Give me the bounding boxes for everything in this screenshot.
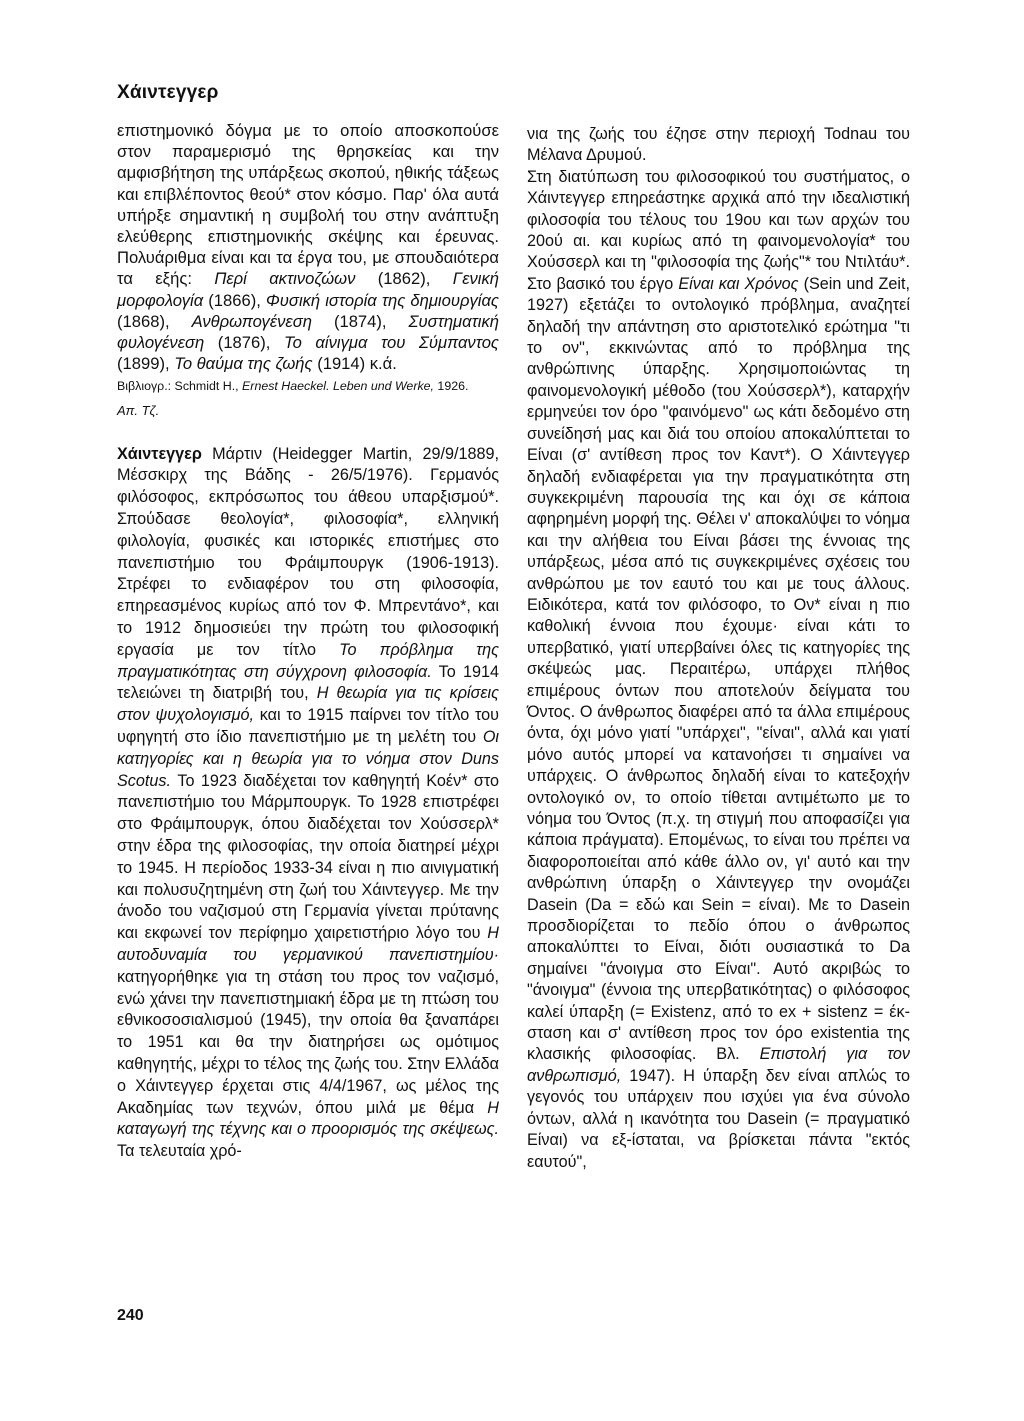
text-segment: Το 1914 τελειώνει τη διατριβή του, [117, 662, 499, 703]
text-segment: (1876), [204, 333, 284, 353]
text-segment: 1947). Η ύπαρξη δεν είναι απλώς το γεγονός του υπάρχειν που ισχύει για ένα σύνολο όντων, αλλά η ικανότητα του Dasein (= πραγματικό Είναι) να εξ-ίσταται, να βρίσκεται πάντα "εκτός εαυτού", [527, 1066, 910, 1171]
work-title: Είναι και Χρόνος [678, 274, 799, 293]
author-signature: Απ. Τζ. [117, 403, 160, 419]
entry-headword: Χάιντεγγερ [117, 444, 202, 463]
text-segment: επιστημονικό δόγμα με το οποίο αποσκοπούσε στον παραμερισμό της θρησκείας και την αμφισβήτηση της υπάρξεως σκοπού, ηθικής τάξεως και επιβλέποντος θεού* στον κόσμο. Παρ' όλα αυτά υπήρξε σημαντική η συμβολή του στην ανάπτυξη ελεύθερης επιστημονικής σκέψης και έρευνας. Πολυάριθμα είναι και τα έργα του, με σπουδαιότερα τα εξής: [117, 121, 499, 289]
right-paragraph-2 [527, 167, 910, 1173]
text-segment: κατηγορήθηκε για τη στάση του προς τον ναζισμό, ενώ χάνει την πανεπιστημιακή έδρα με τη πτώση του εθνικοσοσιαλισμού (1945), την οποία θα ξαναπάρει το 1951 και θα την διατηρήσει ως ομότιμος καθηγητής, μέχρι το τέλος της ζωής του. Στην Ελλάδα ο Χάιντεγγερ έρχεται στις 4/4/1967, ως μέλος της Ακαδημίας των τεχνών, όπου μιλά με θέμα [117, 967, 499, 1117]
work-title: Η καταγωγή της τέχνης και ο προορισμός της σκέψεως. [117, 1098, 499, 1139]
work-title: Ανθρωπογένεση [191, 311, 312, 331]
text-segment: και το 1915 παίρνει τον τίτλο του υφηγητή στο ίδιο πανεπιστήμιο με τη μελέτη του [117, 706, 499, 746]
work-title: Γενική μορφολογία [117, 269, 499, 310]
text-segment: (1899), [117, 354, 175, 374]
text-segment: Στη διατύπωση του φιλοσοφικού του συστήματος, ο Χάιντεγγερ επηρεάστηκε αρχικά από την ιδεαλιστική φιλοσοφία του τέλους του 19ου και των αρχών του 20ού αι. και κυρίως από τη φαινομενολογία* του Χούσσερλ και τη "φιλοσοφία της ζωής"* του Ντιλτάυ*. Στο βασικό του έργο [527, 167, 910, 293]
work-title: Ernest Haeckel. Leben und Werke, [242, 379, 434, 394]
work-title: Επιστολή για τον ανθρωπισμό, [527, 1045, 911, 1085]
work-title: Συστηματική φυλογένεση [117, 311, 499, 353]
bibliography-line [117, 376, 499, 397]
text-segment: (1866), [203, 290, 266, 310]
work-title: Οι κατηγορίες και η θεωρία για το νόημα στον Duns Scotus. [117, 728, 499, 790]
text-segment: (1862), [355, 269, 453, 289]
work-title: Η αυτοδυναμία του γερμανικού πανεπιστημίου· [117, 924, 499, 964]
right-column [527, 124, 910, 1173]
work-title: Το πρόβλημα της πραγματικότητας στη σύγχρονη φιλοσοφία. [117, 640, 500, 681]
running-head: Χάιντεγγερ [117, 82, 219, 103]
text-segment: 1926. [433, 379, 469, 394]
text-segment: Μάρτιν (Heidegger Martin, 29/9/1889, Μέσσκιρχ της Βάδης - 26/5/1976). Γερμανός φιλόσοφος, εκπρόσωπος του άθεου υπαρξισμού*. Σπούδασε θεολογία*, φιλοσοφία*, ελληνική φιλολογία, φυσικές και ιστορικές επιστήμες στο πανεπιστήμιο του Φράιμπουργκ (1906-1913). Στρέφει το ενδιαφέρον του στη φιλοσοφία, επηρεασμένος κυρίως από τον Φ. Μπρεντάνο*, και το 1912 δημοσιεύει την πρώτη του φιλοσοφική εργασία με τον τίτλο [117, 444, 499, 659]
text-segment: (1914) κ.ά. [312, 354, 397, 374]
left-column [117, 120, 499, 1163]
haeckel-entry-continuation [117, 120, 499, 374]
page-number: 240 [117, 1307, 144, 1324]
work-title: Φυσική ιστορία της δημιουργίας [265, 290, 499, 310]
work-title: Το αίνιγμα του Σύμπαντος [283, 333, 499, 353]
text-segment: (1874), [311, 311, 409, 331]
work-title: Η θεωρία για τις κρίσεις στον ψυχολογισμό, [117, 684, 499, 725]
text-segment: (Sein und Zeit, 1927) εξετάζει το οντολογικό πρόβλημα, αναζητεί δηλαδή την απάντηση στο αριστοτελικό ερώτημα "τι το ον", εκκινώντας από το πρόβλημα της ανθρώπινης ύπαρξης. Χρησιμοποιώντας τη φαινομενολογική μέθοδο (του Χούσσερλ*), καταρχήν ερμηνεύει τον όρο "φαινόμενο" ως κάτι δεδομένο στη συνείδησή μας και διά του οποίου αποκαλύπτεται το Είναι (σ' αντίθεση προς τον Καντ*). Ο Χάιντεγγερ δηλαδή ενδιαφέρεται για την πραγματικότητα στη συγκεκριμένη παρουσία της και όχι σε κάποια αφηρημένη μορφή της. Θέλει ν' αποκαλύψει το νόημα και την αλήθεια του Είναι βάσει της έννοιας της υπάρξεως, μέσα από τις συγκεκριμένες σχέσεις του ανθρώπου με τον εαυτό του και με τους άλλους. Ειδικότερα, κατά τον φιλόσοφο, το Ον* είναι η πιο καθολική έννοια που έχουμε· είναι κάτι το υπερβατικό, γιατί υπερβαίνει όλες τις κατηγορίες της σκέψεώς μας. Περαιτέρω, υπάρχει πλήθος επιμέρους όντων που αποτελούν δείγματα του Όντος. Ο άνθρωπος διαφέρει από τα άλλα επιμέρους όντα, όχι μόνο γιατί "υπάρχει", "είναι", αλλά και γιατί μόνο αυτός μπορεί να κατανοήσει τι σημαίνει να υπάρχεις. Ο άνθρωπος δηλαδή είναι το κατεξοχήν οντολογικό ον, το οποίο τίθεται αντιμέτωπο με το νόημα του Όντος (π.χ. τη στιγμή που αποφασίζει για κάποια πράγματα). Επομένως, το είναι του πρέπει να διαφοροποιείται από κάθε άλλο ον, γι' αυτό και την ανθρώπινη ύπαρξη ο Χάιντεγγερ την ονομάζει Dasein (Da = εδώ και Sein = είναι). Με το Dasein προσδιορίζεται το πεδίο όπου ο άνθρωπος αποκαλύπτει το Είναι, διότι ουσιαστικά το Da σημαίνει "άνοιγμα στο Είναι". Αυτό ακριβώς το "άνοιγμα" (έννοια της υπερβατικότητας) ο φιλόσοφος καλεί ύπαρξη (= Existenz, από το ex + sistenz = έκ-σταση και σ' αντίθεση προς τον όρο existentia της κλασικής φιλοσοφίας. Βλ. [527, 274, 911, 1064]
work-title: Περί ακτινοζώων [214, 269, 356, 289]
text-segment: Τα τελευταία χρό- [117, 1142, 242, 1161]
heidegger-entry [117, 444, 499, 1163]
text-segment: (1868), [117, 311, 192, 331]
text-segment: Το 1923 διαδέχεται τον καθηγητή Κοέν* στο πανεπιστήμιο του Μάρμπουργκ. Το 1928 επιστρέφει στο Φράιμπουργκ, όπου διαδέχεται τον Χούσσερλ* στην έδρα της φιλοσοφίας, την οποία διατηρεί μέχρι το 1945. Η περίοδος 1933-34 είναι η πιο αινιγματική και πολυσυζητημένη στη ζωή του Χάιντεγγερ. Με την άνοδο του ναζισμού στη Γερμανία γίνεται πρύτανης και εκφωνεί τον περίφημο χαιρετιστήριο λόγο του [117, 771, 499, 943]
right-paragraph-1: νια της ζωής του έζησε στην περιοχή Todnau του Μέλανα Δρυμού. [527, 125, 910, 165]
work-title: Το θαύμα της ζωής [174, 354, 313, 374]
text-segment: Βιβλιογρ.: Schmidt H., [117, 379, 243, 394]
